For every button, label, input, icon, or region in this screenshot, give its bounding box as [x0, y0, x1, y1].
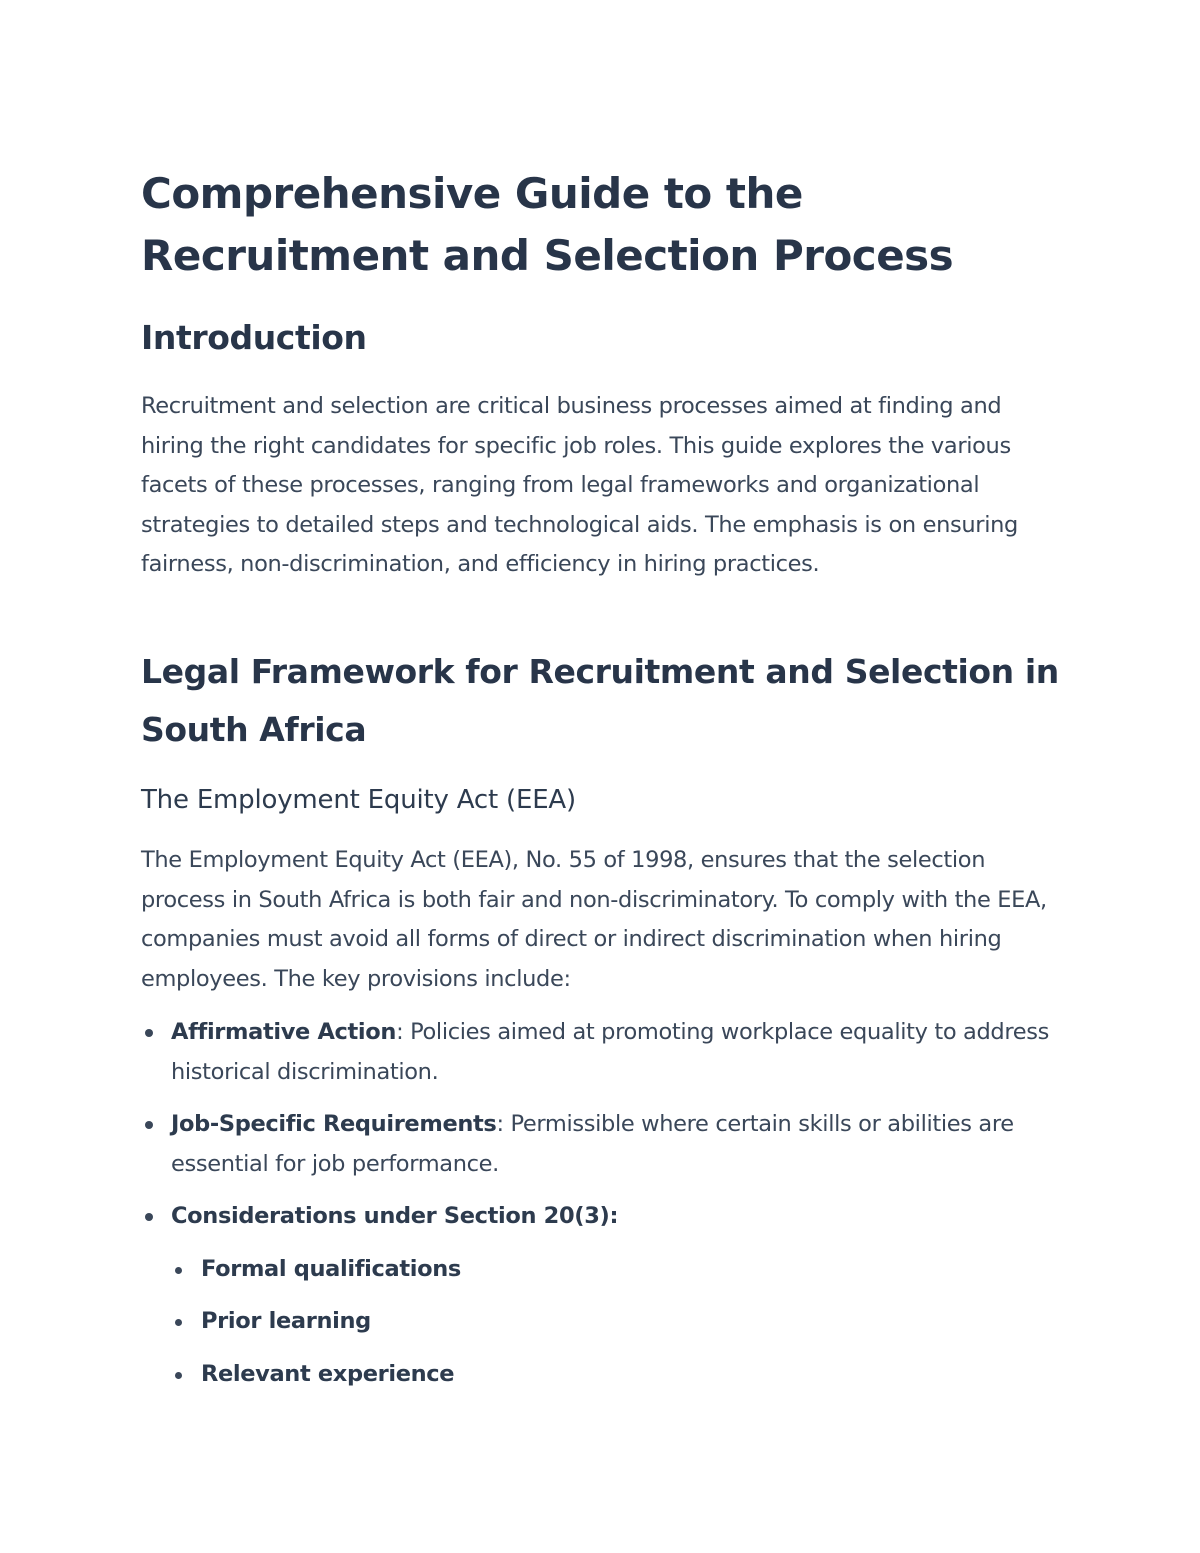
bullet-icon	[175, 1372, 182, 1379]
provision-term: Considerations under Section 20(3)	[171, 1203, 610, 1229]
consideration-label: Relevant experience	[201, 1360, 455, 1387]
provision-term: Affirmative Action	[171, 1019, 397, 1045]
eea-provisions-list	[141, 1013, 1066, 1407]
provision-text: : Permissible where certain skills or abilities are essential for job performance.	[171, 1111, 1014, 1177]
consideration-label: Prior learning	[201, 1308, 371, 1334]
list-item	[141, 1105, 1066, 1184]
provision-term: Job-Specific Requirements	[171, 1111, 497, 1137]
bullet-icon	[175, 1267, 182, 1274]
list-item	[171, 1250, 1066, 1290]
list-item	[171, 1302, 1066, 1342]
introduction-heading: Introduction	[141, 318, 367, 357]
introduction-paragraph: Recruitment and selection are critical business processes aimed at finding and hiring the right candidates for specific job roles. This guide explores the various facets of these processes, ranging from legal frameworks and organizational strategies to detailed steps and technological aids. The emphasis is on ensuring fairness, non-discrimination, and efficiency in hiring practices.	[141, 393, 1018, 577]
eea-paragraph: The Employment Equity Act (EEA), No. 55 of 1998, ensures that the selection process in South Africa is both fair and non-discriminatory. To comply with the EEA, companies must avoid all forms of direct or indirect discrimination when hiring employees. The key provisions include:	[141, 847, 1047, 992]
legal-framework-heading: Legal Framework for Recruitment and Selection in South Africa	[141, 652, 1059, 749]
bullet-icon	[145, 1121, 153, 1129]
bullet-icon	[175, 1319, 182, 1326]
provision-text: : Policies aimed at promoting workplace equality to address historical discrimination.	[171, 1019, 1050, 1085]
list-item	[171, 1355, 1066, 1395]
list-item	[141, 1197, 1066, 1394]
document-title: Comprehensive Guide to the Recruitment and Selection Process	[141, 169, 954, 280]
bullet-icon	[145, 1029, 153, 1037]
provision-text: :	[609, 1203, 619, 1229]
consideration-label: Formal qualifications	[201, 1255, 461, 1282]
eea-heading: The Employment Equity Act (EEA)	[141, 785, 576, 815]
list-item	[141, 1013, 1066, 1092]
considerations-list	[171, 1250, 1066, 1395]
bullet-icon	[145, 1213, 153, 1221]
